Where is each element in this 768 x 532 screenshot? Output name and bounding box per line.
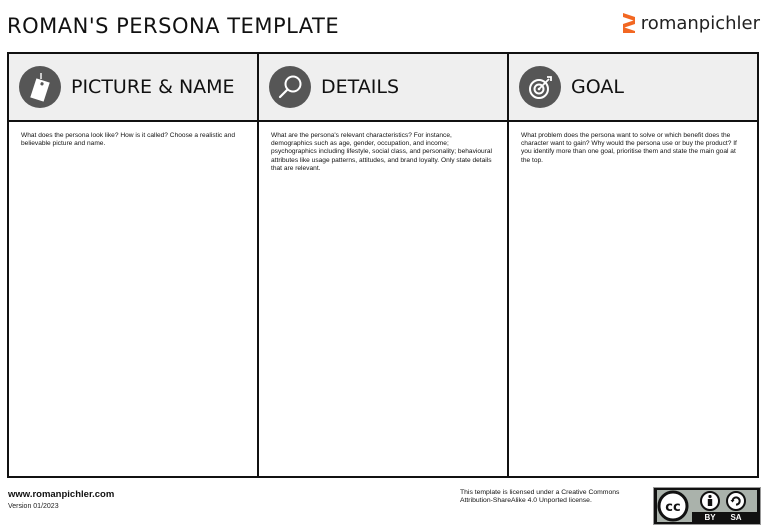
- details-column: [259, 54, 509, 476]
- goal-title: GOAL: [571, 76, 624, 98]
- footer-left: [8, 489, 114, 510]
- attribution-icon: [701, 492, 719, 510]
- picture-name-title: PICTURE & NAME: [71, 76, 235, 98]
- picture-name-hint: What does the persona look like? How is it called? Choose a realistic and believable picture and name.: [21, 132, 236, 148]
- cc-label: cc: [665, 500, 681, 515]
- magnifier-icon: [269, 66, 311, 108]
- goal-header: [509, 54, 757, 122]
- picture-name-header: [9, 54, 257, 122]
- persona-board: [7, 52, 759, 478]
- website-link[interactable]: www.romanpichler.com: [8, 489, 115, 500]
- brand-mark-icon: [622, 12, 636, 34]
- sharealike-icon: [727, 492, 745, 510]
- brand-logo[interactable]: [622, 12, 760, 34]
- target-icon: [519, 66, 561, 108]
- by-label: BY: [704, 513, 716, 522]
- page-title: ROMAN'S PERSONA TEMPLATE: [7, 14, 340, 38]
- goal-content[interactable]: [509, 122, 757, 175]
- details-content[interactable]: [259, 122, 507, 183]
- brand-name: romanpichler: [640, 12, 760, 34]
- picture-name-column: [9, 54, 259, 476]
- details-header: [259, 54, 507, 122]
- page-header: [0, 0, 768, 52]
- sa-label: SA: [730, 513, 742, 522]
- tag-icon: [19, 66, 61, 108]
- license-text: This template is licensed under a Creative Commons Attribution-ShareAlike 4.0 Unported license.: [460, 489, 620, 505]
- details-hint: What are the persona's relevant characteristics? For instance, demographics such as age, gender, occupation, and income; psychographics including lifestyle, social class, and personality; behavioural attributes like usage patterns, attitudes, and brand loyalty. Only state details that are relevant.: [271, 132, 493, 172]
- version-label: Version 01/2023: [8, 503, 59, 510]
- cc-icon: [659, 492, 687, 520]
- details-title: DETAILS: [321, 76, 400, 98]
- creative-commons-badge[interactable]: [653, 487, 761, 525]
- picture-name-content[interactable]: [9, 122, 257, 158]
- goal-hint: What problem does the persona want to solve or which benefit does the character want to gain? Why would the persona use or buy the product? If you identify more than one goal, prioritise them and state the main goal at the top.: [521, 132, 737, 164]
- goal-column: [509, 54, 757, 476]
